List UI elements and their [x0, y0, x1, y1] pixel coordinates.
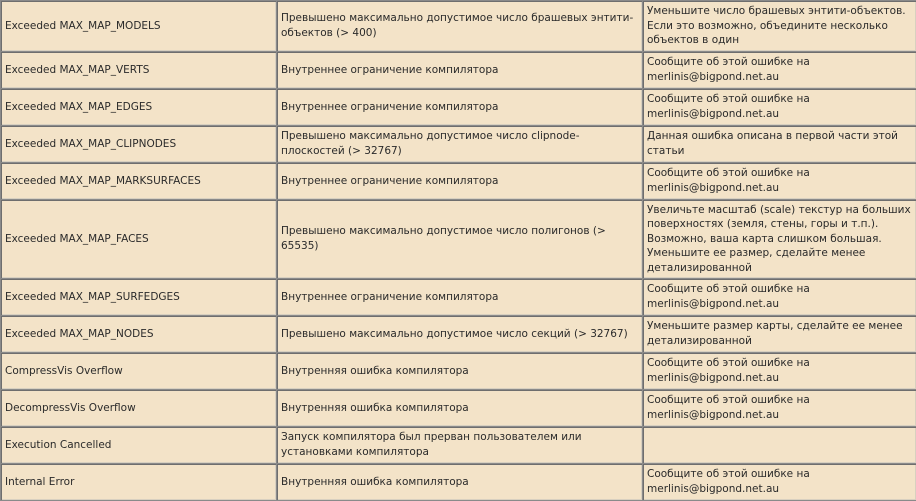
error-name-cell: Execution Cancelled: [1, 427, 277, 464]
error-description-cell: Превышено максимально допустимое число полигонов (> 65535): [277, 200, 643, 279]
table-row: [1, 390, 916, 427]
error-description-cell: Внутреннее ограничение компилятора: [277, 279, 643, 316]
table-row: [1, 316, 916, 353]
table-row: [1, 1, 916, 52]
error-name-cell: Exceeded MAX_MAP_MARKSURFACES: [1, 163, 277, 200]
error-description-cell: Внутренняя ошибка компилятора: [277, 353, 643, 390]
error-description-cell: Внутренняя ошибка компилятора: [277, 390, 643, 427]
error-description-cell: Превышено максимально допустимое число секций (> 32767): [277, 316, 643, 353]
error-name-cell: Exceeded MAX_MAP_VERTS: [1, 52, 277, 89]
error-solution-cell: Сообщите об этой ошибке на merlinis@bigpond.net.au: [643, 89, 916, 126]
error-solution-cell: Сообщите об этой ошибке на merlinis@bigpond.net.au: [643, 464, 916, 501]
error-description-cell: Внутреннее ограничение компилятора: [277, 52, 643, 89]
error-solution-cell: Сообщите об этой ошибке на merlinis@bigpond.net.au: [643, 163, 916, 200]
error-name-cell: Exceeded MAX_MAP_SURFEDGES: [1, 279, 277, 316]
table-row: [1, 353, 916, 390]
error-solution-cell: Уменьшите размер карты, сделайте ее менее детализированной: [643, 316, 916, 353]
error-name-cell: Internal Error: [1, 464, 277, 501]
error-solution-cell: Данная ошибка описана в первой части этой статьи: [643, 126, 916, 163]
error-description-cell: Превышено максимально допустимое число clipnode-плоскостей (> 32767): [277, 126, 643, 163]
error-description-cell: Внутреннее ограничение компилятора: [277, 163, 643, 200]
error-name-cell: CompressVis Overflow: [1, 353, 277, 390]
error-description-cell: Внутреннее ограничение компилятора: [277, 89, 643, 126]
error-solution-cell: Сообщите об этой ошибке на merlinis@bigpond.net.au: [643, 353, 916, 390]
error-solution-cell: [643, 427, 916, 464]
error-name-cell: DecompressVis Overflow: [1, 390, 277, 427]
table-row: [1, 163, 916, 200]
table-row: [1, 464, 916, 501]
error-solution-cell: Сообщите об этой ошибке на merlinis@bigpond.net.au: [643, 279, 916, 316]
error-name-cell: Exceeded MAX_MAP_EDGES: [1, 89, 277, 126]
error-name-cell: Exceeded MAX_MAP_MODELS: [1, 1, 277, 52]
table-row: [1, 279, 916, 316]
error-solution-cell: Увеличьте масштаб (scale) текстур на больших поверхностях (земля, стены, горы и т.п.). Возможно, ваша карта слишком большая. Уменьшите ее размер, сделайте менее детализированной: [643, 200, 916, 279]
table-row: [1, 52, 916, 89]
table-row: [1, 427, 916, 464]
error-name-cell: Exceeded MAX_MAP_CLIPNODES: [1, 126, 277, 163]
table-row: [1, 126, 916, 163]
table-row: [1, 89, 916, 126]
error-solution-cell: Сообщите об этой ошибке на merlinis@bigpond.net.au: [643, 390, 916, 427]
error-solution-cell: Уменьшите число брашевых энтити-объектов. Если это возможно, объедините несколько объектов в один: [643, 1, 916, 52]
error-name-cell: Exceeded MAX_MAP_FACES: [1, 200, 277, 279]
error-name-cell: Exceeded MAX_MAP_NODES: [1, 316, 277, 353]
error-description-cell: Превышено максимально допустимое число брашевых энтити-объектов (> 400): [277, 1, 643, 52]
table-row: [1, 200, 916, 279]
error-solution-cell: Сообщите об этой ошибке на merlinis@bigpond.net.au: [643, 52, 916, 89]
error-description-cell: Внутренняя ошибка компилятора: [277, 464, 643, 501]
error-description-cell: Запуск компилятора был прерван пользователем или установками компилятора: [277, 427, 643, 464]
